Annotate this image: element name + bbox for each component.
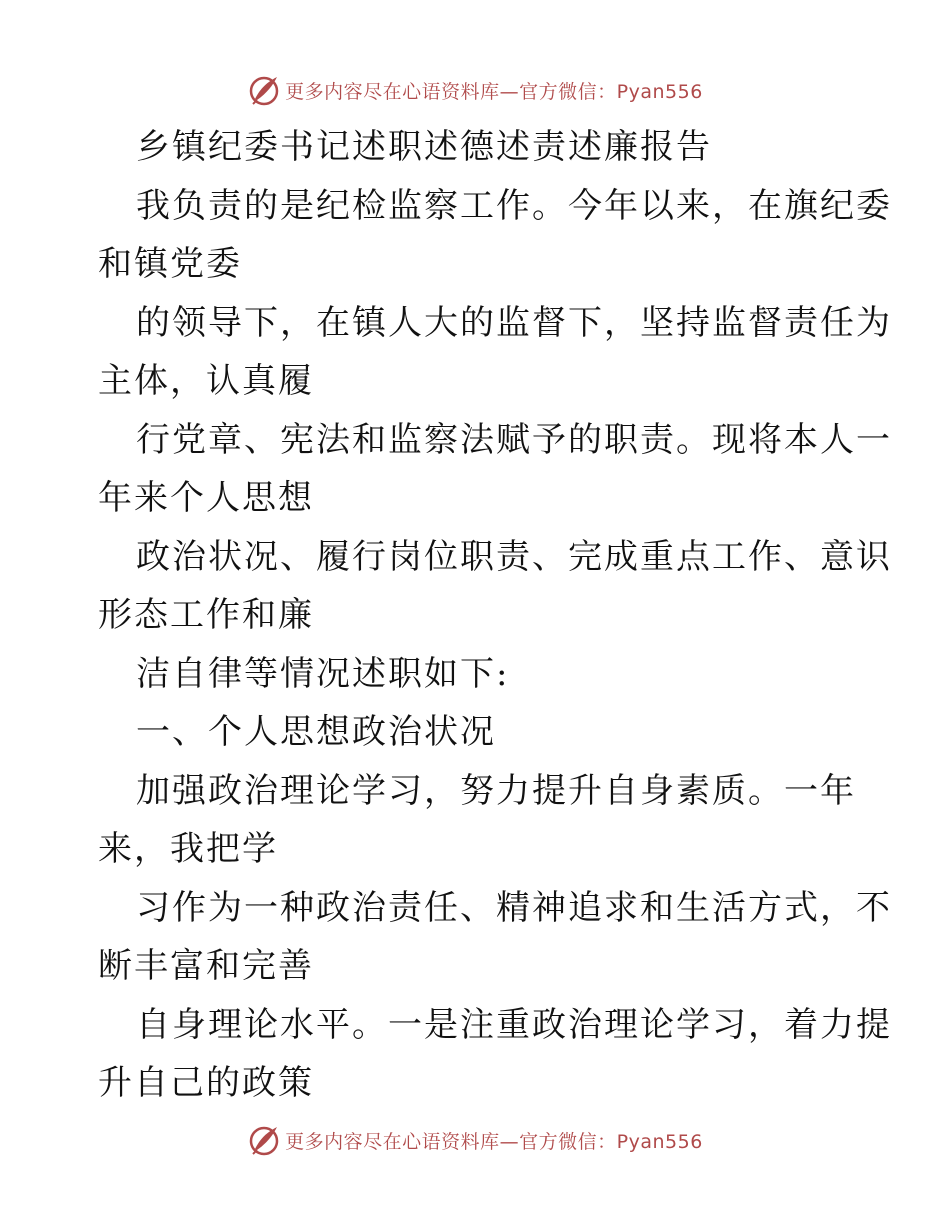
paragraph-line: 的领导下，在镇人大的监督下，坚持监督责任为 bbox=[136, 302, 892, 343]
footer-banner-text: 更多内容尽在心语资料库—官方微信：Pyan556 bbox=[285, 1130, 703, 1153]
paragraph-line: 断丰富和完善 bbox=[98, 946, 314, 986]
document-title: 乡镇纪委书记述职述德述责述廉报告 bbox=[136, 127, 712, 167]
paragraph-line: 主体，认真履 bbox=[98, 361, 314, 401]
paragraph-line: 加强政治理论学习，努力提升自身素质。一年 bbox=[136, 770, 856, 811]
header-banner-text: 更多内容尽在心语资料库—官方微信：Pyan556 bbox=[285, 80, 703, 103]
paragraph-line: 自身理论水平。一是注重政治理论学习，着力提 bbox=[136, 1004, 892, 1045]
quill-pen-logo-icon bbox=[247, 73, 281, 107]
paragraph-line: 洁自律等情况述职如下: bbox=[136, 653, 510, 694]
paragraph-line: 政治状况、履行岗位职责、完成重点工作、意识 bbox=[136, 536, 892, 577]
paragraph-line: 升自己的政策 bbox=[98, 1063, 314, 1103]
header-banner bbox=[0, 70, 950, 110]
paragraph-line: 和镇党委 bbox=[98, 244, 242, 284]
paragraph-line: 习作为一种政治责任、精神追求和生活方式，不 bbox=[136, 887, 892, 928]
paragraph-line: 来，我把学 bbox=[98, 829, 278, 869]
paragraph-line: 年来个人思想 bbox=[98, 478, 314, 518]
quill-pen-logo-icon bbox=[247, 1123, 281, 1157]
paragraph-line: 我负责的是纪检监察工作。今年以来，在旗纪委 bbox=[136, 185, 892, 226]
section-heading: 一、个人思想政治状况 bbox=[136, 712, 496, 752]
footer-banner bbox=[0, 1120, 950, 1160]
document-body bbox=[98, 118, 892, 1113]
paragraph-line: 行党章、宪法和监察法赋予的职责。现将本人一 bbox=[136, 419, 892, 460]
paragraph-line: 形态工作和廉 bbox=[98, 595, 314, 635]
